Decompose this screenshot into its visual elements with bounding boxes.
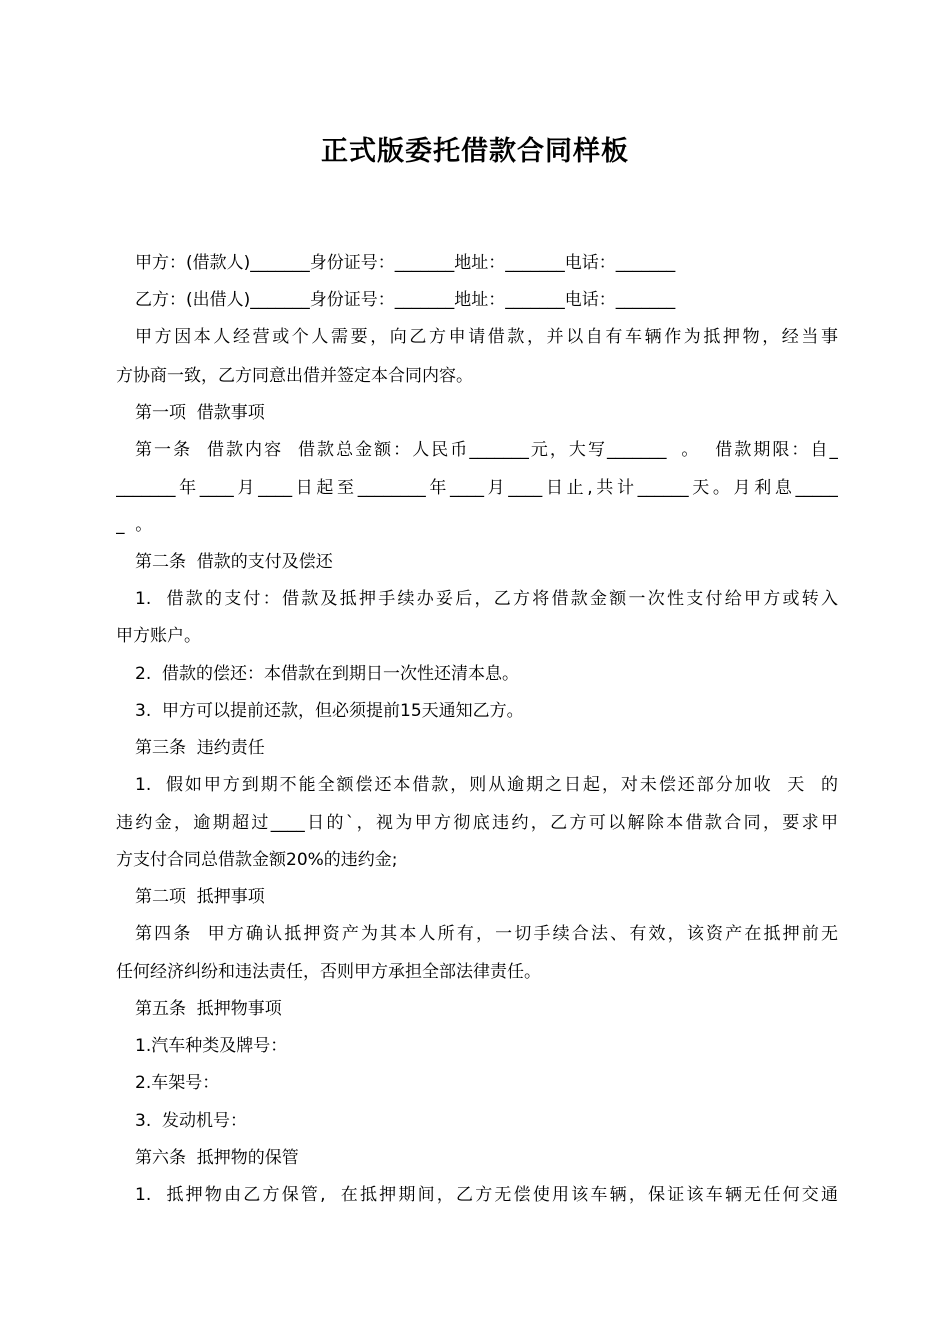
clause-line: 1.汽车种类及牌号： bbox=[135, 1036, 288, 1056]
article-heading: 第三条 违约责任 bbox=[135, 738, 265, 758]
clause-line: 方支付合同总借款金额20%的违约金; bbox=[116, 850, 398, 870]
section-heading: 第二项 抵押事项 bbox=[135, 887, 265, 907]
intro-line: 方协商一致，乙方同意出借并签定本合同内容。 bbox=[116, 366, 473, 386]
clause-line: 1. 抵押物由乙方保管, 在抵押期间，乙方无偿使用该车辆，保证该车辆无任何交通 bbox=[135, 1185, 838, 1205]
article-line: 第四条 甲方确认抵押资产为其本人所有，一切手续合法、有效，该资产在抵押前无 bbox=[135, 924, 838, 944]
article-heading: 第二条 借款的支付及偿还 bbox=[135, 552, 333, 572]
clause-line: 3. 甲方可以提前还款，但必须提前15天通知乙方。 bbox=[135, 701, 524, 721]
clause-line: 甲方账户。 bbox=[116, 626, 201, 646]
article-line: 第一条 借款内容 借款总金额：人民币_______元，大写_______ 。 借款期限：自_ bbox=[135, 440, 838, 460]
intro-line: 甲方因本人经营或个人需要，向乙方申请借款，并以自有车辆作为抵押物，经当事 bbox=[135, 327, 838, 347]
article-heading: 第五条 抵押物事项 bbox=[135, 999, 282, 1019]
clause-line: 违约金，逾期超过____日的`，视为甲方彻底违约，乙方可以解除本借款合同，要求甲 bbox=[116, 813, 838, 833]
article-heading: 第六条 抵押物的保管 bbox=[135, 1148, 299, 1168]
article-line: _ 。 bbox=[116, 515, 153, 535]
section-heading: 第一项 借款事项 bbox=[135, 403, 265, 423]
article-line: 任何经济纠纷和违法责任，否则甲方承担全部法律责任。 bbox=[116, 962, 541, 982]
article-line: _______年____月____日起至________年____月____日止,共计______天。月利息_____ bbox=[116, 478, 838, 498]
clause-line: 1. 假如甲方到期不能全额偿还本借款，则从逾期之日起，对未偿还部分加收 天 的 bbox=[135, 775, 838, 795]
clause-line: 2. 借款的偿还：本借款在到期日一次性还清本息。 bbox=[135, 664, 520, 684]
party-a-line: 甲方：(借款人)_______身份证号：_______地址：_______电话：_______ bbox=[135, 253, 676, 273]
clause-line: 2.车架号： bbox=[135, 1073, 220, 1093]
document-title: 正式版委托借款合同样板 bbox=[321, 136, 629, 167]
party-b-line: 乙方：(出借人)_______身份证号：_______地址：_______电话：_______ bbox=[135, 290, 676, 310]
clause-line: 3. 发动机号： bbox=[135, 1111, 248, 1131]
clause-line: 1. 借款的支付：借款及抵押手续办妥后，乙方将借款金额一次性支付给甲方或转入 bbox=[135, 589, 838, 609]
